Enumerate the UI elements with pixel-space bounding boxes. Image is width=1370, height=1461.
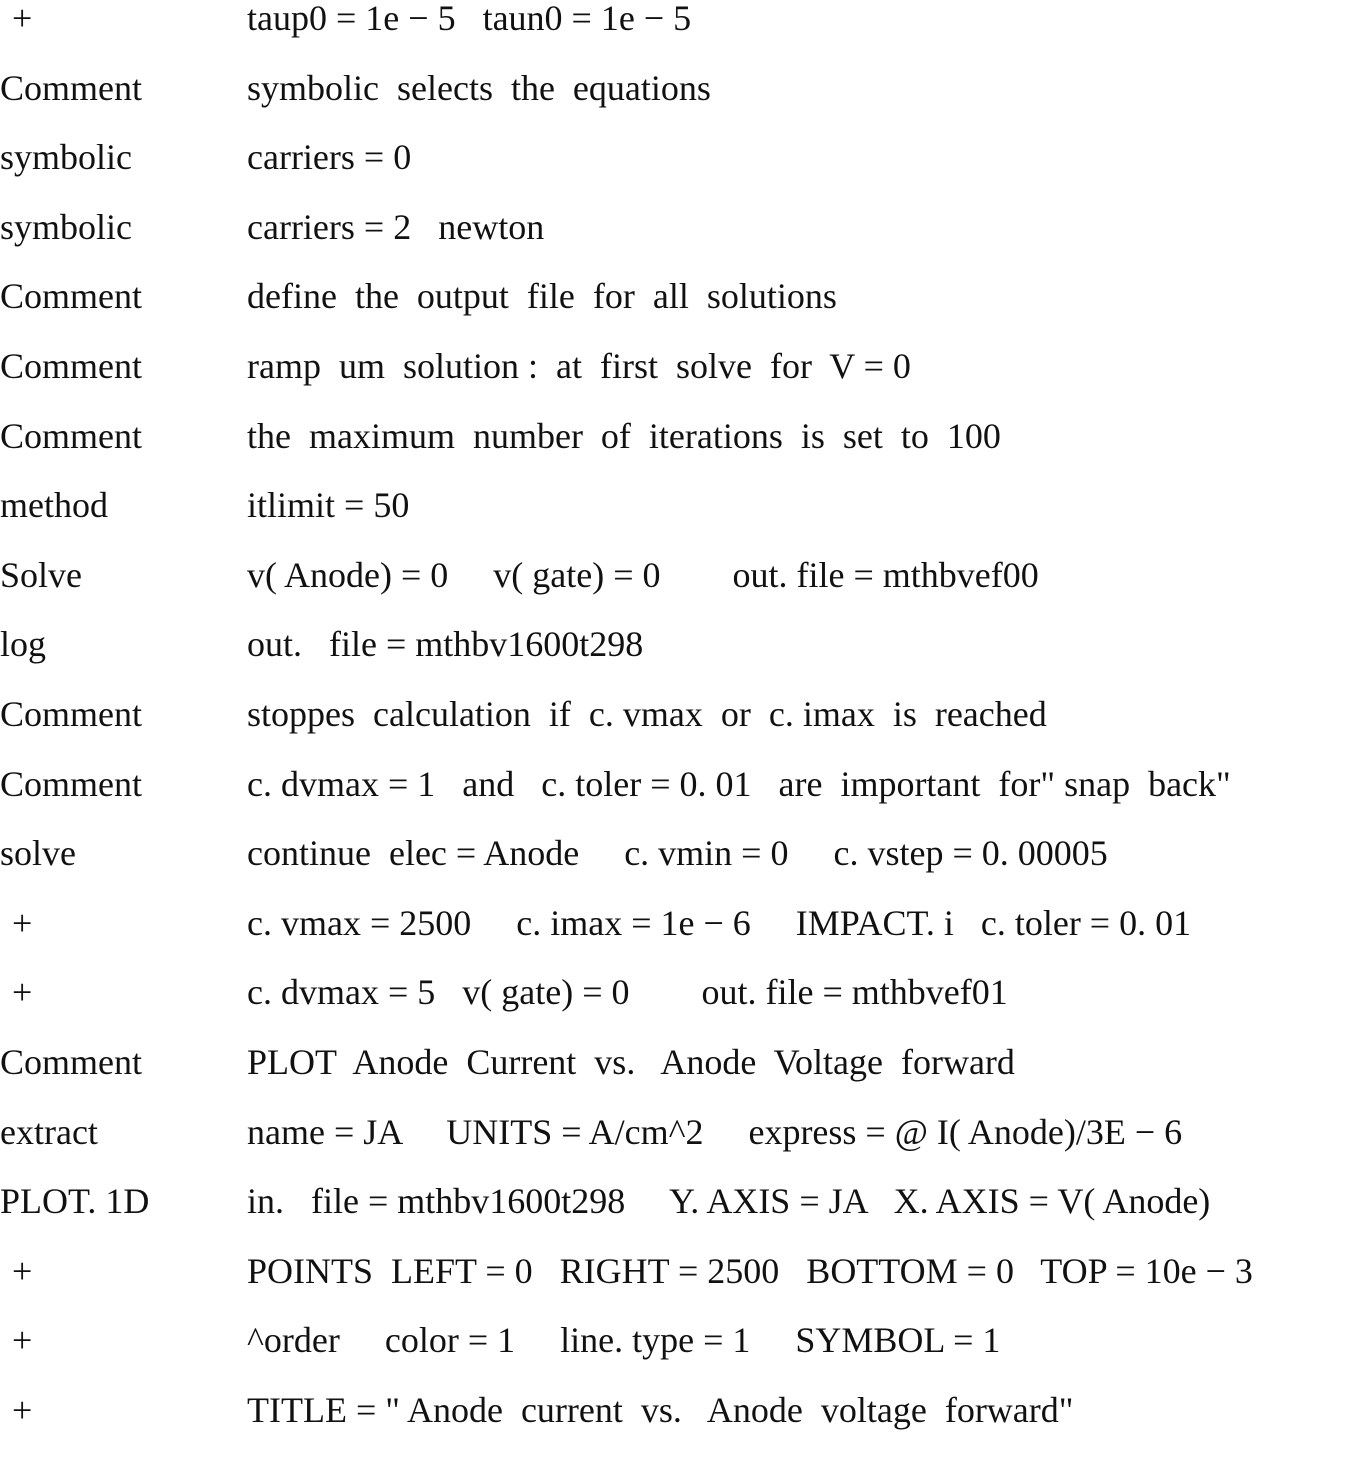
line-arguments: the maximum number of iterations is set to 100 <box>247 415 1001 456</box>
code-line <box>0 415 1370 488</box>
line-arguments: c. vmax = 2500 c. imax = 1e − 6 IMPACT. i c. toler = 0. 01 <box>247 902 1192 943</box>
line-keyword: + <box>12 1320 33 1361</box>
line-arguments: ramp um solution : at first solve for V = 0 <box>247 345 911 386</box>
code-line <box>0 902 1370 975</box>
line-keyword: + <box>12 1250 33 1291</box>
line-arguments: c. dvmax = 1 and c. toler = 0. 01 are important for" snap back" <box>247 763 1231 804</box>
line-keyword: Comment <box>0 67 142 108</box>
line-arguments: PLOT Anode Current vs. Anode Voltage forward <box>247 1041 1015 1082</box>
code-line <box>0 554 1370 627</box>
line-arguments: v( Anode) = 0 v( gate) = 0 out. file = mthbvef00 <box>247 554 1039 595</box>
code-line <box>0 206 1370 279</box>
code-line <box>0 1111 1370 1184</box>
code-line <box>0 139 1370 209</box>
line-keyword: Comment <box>0 1041 142 1082</box>
code-line <box>0 1322 1370 1392</box>
line-keyword: PLOT. 1D <box>0 1181 150 1222</box>
line-arguments: POINTS LEFT = 0 RIGHT = 2500 BOTTOM = 0 TOP = 10e − 3 <box>247 1250 1253 1291</box>
line-arguments: ^order color = 1 line. type = 1 SYMBOL = 1 <box>247 1320 1001 1361</box>
code-line <box>0 278 1370 348</box>
code-line <box>0 693 1370 766</box>
line-keyword: solve <box>0 833 76 874</box>
line-keyword: + <box>12 1389 33 1430</box>
code-line <box>0 1041 1370 1114</box>
code-line <box>0 0 1370 70</box>
line-arguments: TITLE = " Anode current vs. Anode voltage forward" <box>247 1389 1074 1430</box>
line-arguments: stoppes calculation if c. vmax or c. imax is reached <box>247 693 1047 734</box>
line-arguments: name = JA UNITS = A/cm^2 express = @ I( Anode)/3E − 6 <box>247 1111 1183 1152</box>
line-keyword: log <box>0 624 47 665</box>
line-arguments: define the output file for all solutions <box>247 276 837 317</box>
line-arguments: symbolic selects the equations <box>247 67 711 108</box>
line-arguments: continue elec = Anode c. vmin = 0 c. vstep = 0. 00005 <box>247 833 1108 874</box>
line-keyword: extract <box>0 1111 98 1152</box>
line-keyword: + <box>12 972 33 1013</box>
code-line <box>0 67 1370 140</box>
line-keyword: symbolic <box>0 137 132 178</box>
line-keyword: + <box>12 902 33 943</box>
code-line <box>0 763 1370 836</box>
code-line <box>0 974 1370 1044</box>
line-arguments: in. file = mthbv1600t298 Y. AXIS = JA X. AXIS = V( Anode) <box>247 1181 1211 1222</box>
line-keyword: Comment <box>0 345 142 386</box>
line-keyword: Comment <box>0 276 142 317</box>
line-keyword: Comment <box>0 415 142 456</box>
code-line <box>0 487 1370 557</box>
code-line <box>0 345 1370 418</box>
line-arguments: carriers = 2 newton <box>247 206 545 247</box>
code-line <box>0 1183 1370 1253</box>
line-keyword: Solve <box>0 554 83 595</box>
line-keyword: symbolic <box>0 206 132 247</box>
line-arguments: taup0 = 1e − 5 taun0 = 1e − 5 <box>247 0 692 38</box>
line-keyword: Comment <box>0 693 142 734</box>
line-keyword: method <box>0 485 108 526</box>
line-arguments: c. dvmax = 5 v( gate) = 0 out. file = mthbvef01 <box>247 972 1008 1013</box>
code-line <box>0 1250 1370 1323</box>
line-keyword: + <box>12 0 33 38</box>
line-arguments: out. file = mthbv1600t298 <box>247 624 644 665</box>
code-line <box>0 835 1370 905</box>
code-line <box>0 626 1370 696</box>
line-arguments: carriers = 0 <box>247 137 412 178</box>
code-line <box>0 1389 1370 1461</box>
line-arguments: itlimit = 50 <box>247 485 410 526</box>
line-keyword: Comment <box>0 763 142 804</box>
